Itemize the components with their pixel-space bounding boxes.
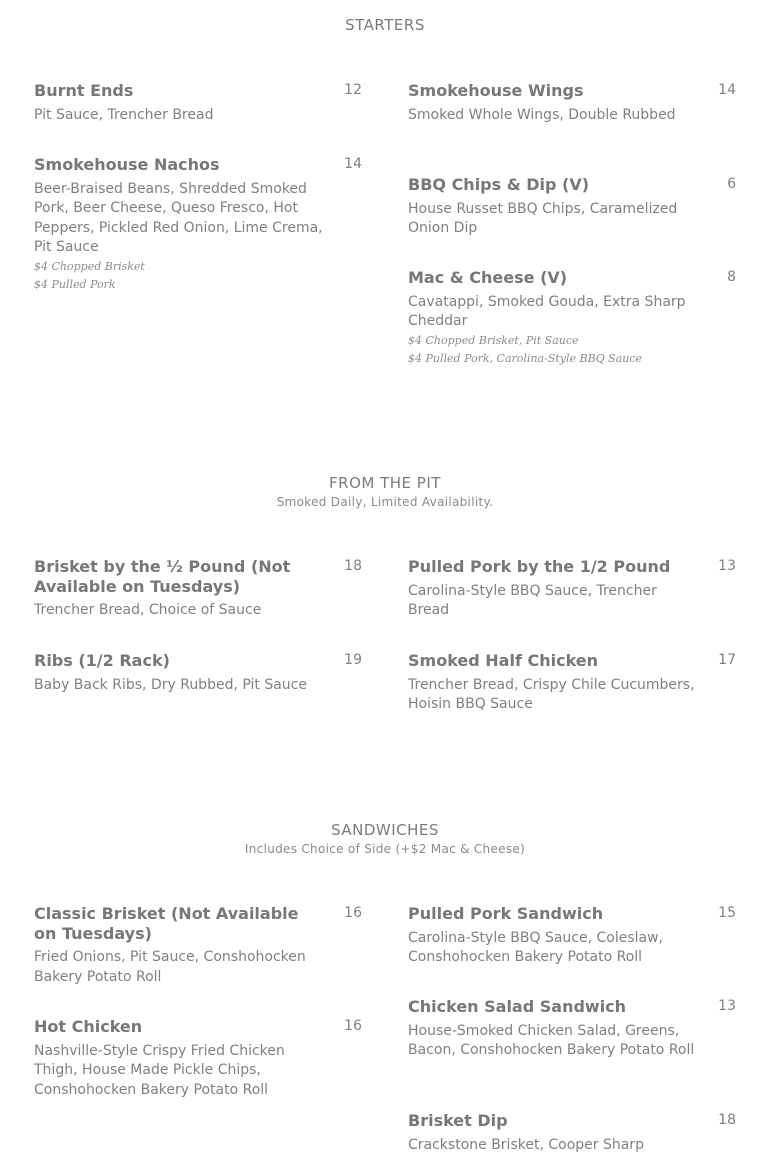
item-price: 16 <box>344 1017 362 1036</box>
item-description: House-Smoked Chicken Salad, Greens, Bacon, Conshohocken Bakery Potato Roll <box>408 1022 698 1061</box>
menu-item-mac-cheese <box>408 268 736 368</box>
item-description: Fried Onions, Pit Sauce, Conshohocken Bakery Potato Roll <box>34 948 324 987</box>
item-description: House Russet BBQ Chips, Caramelized Onion Dip <box>408 200 698 239</box>
menu-item-ribs <box>34 651 362 695</box>
item-price: 13 <box>718 557 736 576</box>
item-price: 18 <box>718 1111 736 1130</box>
menu-item-bbq-chips-dip <box>408 175 736 239</box>
item-description: Crackstone Brisket, Cooper Sharp <box>408 1136 698 1155</box>
item-description: Carolina-Style BBQ Sauce, Trencher Bread <box>408 582 698 621</box>
item-name: Brisket by the ½ Pound (Not Available on Tuesdays) <box>34 557 324 596</box>
item-description: Trencher Bread, Crispy Chile Cucumbers, Hoisin BBQ Sauce <box>408 676 698 715</box>
item-name: Brisket Dip <box>408 1111 698 1131</box>
item-description: Pit Sauce, Trencher Bread <box>34 106 324 126</box>
item-addon: $4 Chopped Brisket <box>34 258 362 276</box>
menu-item-smoked-half-chicken <box>408 651 736 715</box>
item-name: BBQ Chips & Dip (V) <box>408 175 698 195</box>
item-description: Cavatappi, Smoked Gouda, Extra Sharp Cheddar <box>408 293 698 332</box>
section-subtitle-from-the-pit: Smoked Daily, Limited Availability. <box>0 495 770 509</box>
item-price: 6 <box>727 175 736 194</box>
item-price: 12 <box>344 81 362 100</box>
item-name: Classic Brisket (Not Available on Tuesdays) <box>34 904 324 943</box>
section-title-sandwiches: SANDWICHES <box>0 821 770 839</box>
item-price: 19 <box>344 651 362 670</box>
item-price: 17 <box>718 651 736 670</box>
section-subtitle-sandwiches: Includes Choice of Side (+$2 Mac & Cheese) <box>0 842 770 856</box>
item-price: 15 <box>718 904 736 923</box>
item-name: Mac & Cheese (V) <box>408 268 698 288</box>
section-title-starters: STARTERS <box>0 16 770 34</box>
item-description: Baby Back Ribs, Dry Rubbed, Pit Sauce <box>34 676 324 696</box>
item-name: Smokehouse Wings <box>408 81 698 101</box>
item-name: Smoked Half Chicken <box>408 651 698 671</box>
item-name: Burnt Ends <box>34 81 324 101</box>
item-price: 14 <box>344 155 362 174</box>
item-price: 18 <box>344 557 362 576</box>
item-description: Carolina-Style BBQ Sauce, Coleslaw, Conshohocken Bakery Potato Roll <box>408 929 698 968</box>
section-title-from-the-pit: FROM THE PIT <box>0 474 770 492</box>
item-price: 14 <box>718 81 736 100</box>
item-addon: $4 Chopped Brisket, Pit Sauce <box>408 332 736 350</box>
menu-item-chicken-salad-sandwich <box>408 997 736 1061</box>
menu-item-hot-chicken <box>34 1017 362 1100</box>
menu-item-smokehouse-nachos <box>34 155 362 294</box>
menu-item-smokehouse-wings <box>408 81 736 125</box>
menu-item-pulled-pork-sandwich <box>408 904 736 968</box>
item-name: Pulled Pork by the 1/2 Pound <box>408 557 698 577</box>
item-name: Ribs (1/2 Rack) <box>34 651 324 671</box>
menu-item-classic-brisket <box>34 904 362 987</box>
item-name: Hot Chicken <box>34 1017 324 1037</box>
item-description: Nashville-Style Crispy Fried Chicken Thigh, House Made Pickle Chips, Conshohocken Bakery Potato Roll <box>34 1042 324 1101</box>
item-description: Smoked Whole Wings, Double Rubbed <box>408 106 698 126</box>
menu-item-burnt-ends <box>34 81 362 125</box>
item-description: Trencher Bread, Choice of Sauce <box>34 601 324 621</box>
menu-item-brisket-half-pound <box>34 557 362 621</box>
item-price: 8 <box>727 268 736 287</box>
menu-item-pulled-pork-half-pound <box>408 557 736 621</box>
item-name: Smokehouse Nachos <box>34 155 324 175</box>
item-addon: $4 Pulled Pork, Carolina-Style BBQ Sauce <box>408 350 736 368</box>
item-price: 13 <box>718 997 736 1016</box>
item-description: Beer-Braised Beans, Shredded Smoked Pork, Beer Cheese, Queso Fresco, Hot Peppers, Pickled Red Onion, Lime Crema, Pit Sauce <box>34 180 324 258</box>
item-price: 16 <box>344 904 362 923</box>
item-name: Pulled Pork Sandwich <box>408 904 698 924</box>
item-addon: $4 Pulled Pork <box>34 276 362 294</box>
item-name: Chicken Salad Sandwich <box>408 997 698 1017</box>
menu-item-brisket-dip <box>408 1111 736 1155</box>
